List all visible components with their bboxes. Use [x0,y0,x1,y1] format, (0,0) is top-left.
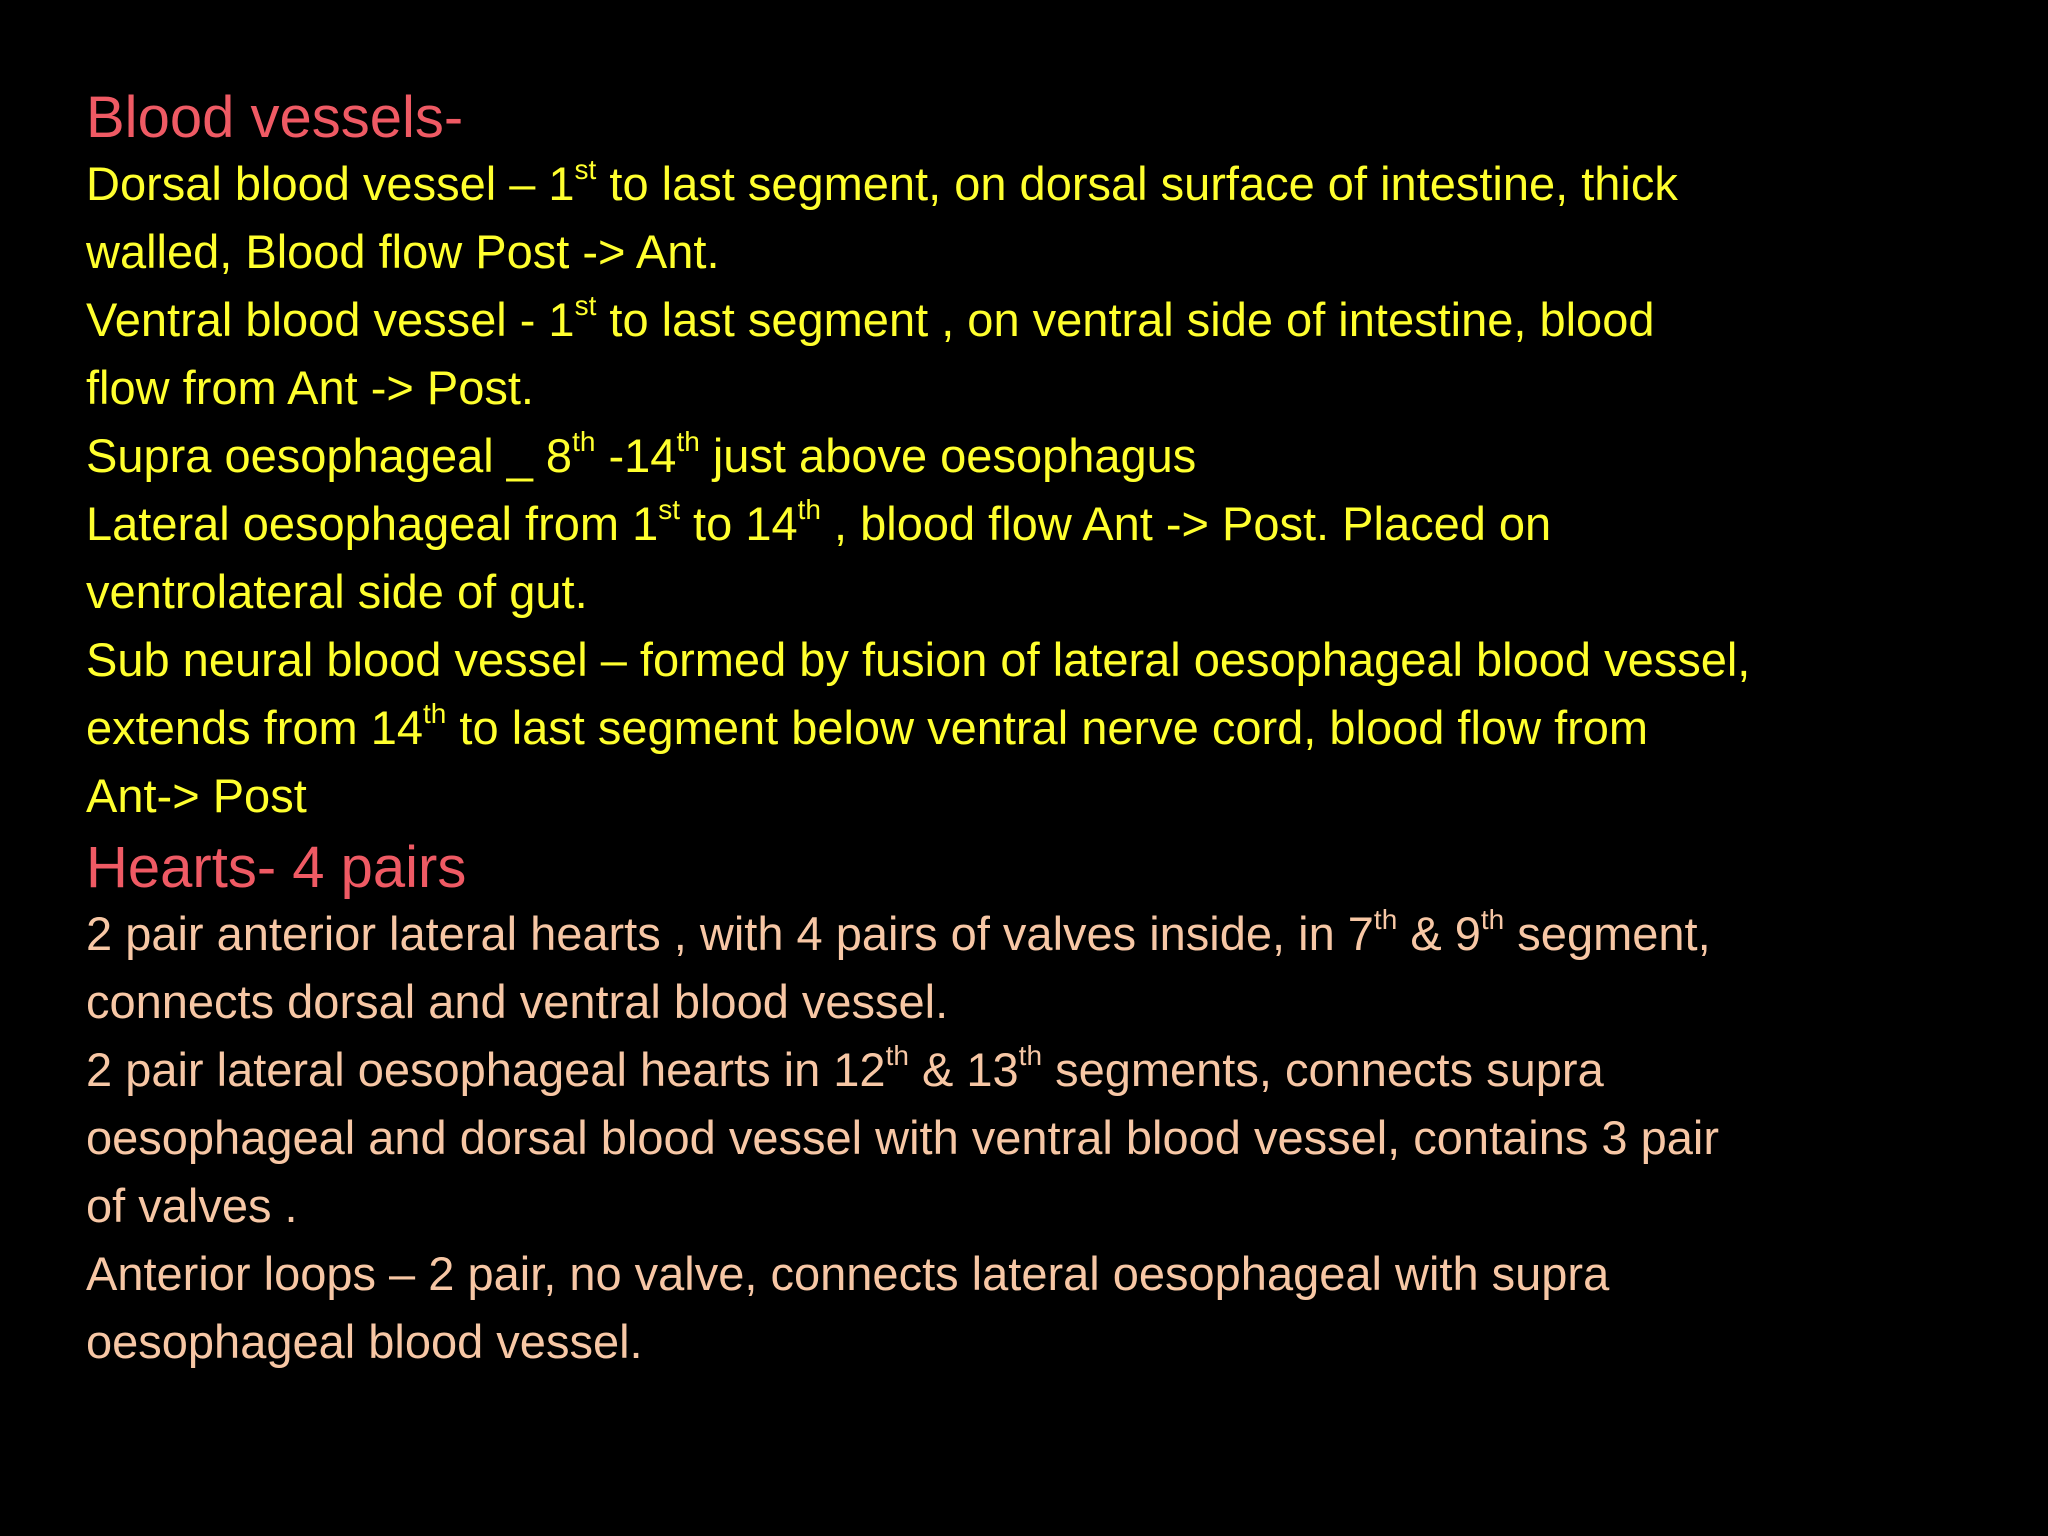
hearts-line [86,968,1986,1036]
ordinal-suffix: th [1480,904,1505,936]
text-run: Lateral oesophageal from 1 [86,497,659,550]
text-run: & 9 [1397,907,1481,960]
hearts-line [86,1240,1986,1308]
ordinal-suffix: th [423,698,447,730]
text-run: oesophageal blood vessel. [86,1315,643,1368]
text-run: Sub neural blood vessel – formed by fusion of lateral oesophageal blood vessel, [86,633,1751,686]
text-run: segment, [1504,907,1711,960]
text-run: walled, Blood flow Post -> Ant. [86,225,720,278]
blood-vessel-line [86,422,1986,490]
ordinal-suffix: th [572,426,596,458]
blood-vessels-lines [86,150,1986,830]
hearts-line [86,1172,1986,1240]
slide-content [86,86,1986,1376]
hearts-line [86,1104,1986,1172]
hearts-section [86,836,1986,1376]
blood-vessel-line [86,762,1986,830]
ordinal-suffix: th [797,494,821,526]
text-run: to last segment below ventral nerve cord, blood flow from [446,701,1649,754]
text-run: Supra oesophageal _ 8 [86,429,573,482]
text-run: connects dorsal and ventral blood vessel. [86,975,949,1028]
text-run: Ventral blood vessel - 1 [86,293,575,346]
ordinal-suffix: th [676,426,700,458]
blood-vessels-heading: Blood vessels- [86,85,464,150]
ordinal-suffix: th [1373,904,1398,936]
text-run: to 14 [680,497,798,550]
blood-vessel-line [86,150,1986,218]
text-run: oesophageal and dorsal blood vessel with ventral blood vessel, contains 3 pair [86,1111,1719,1164]
text-run: just above oesophagus [699,429,1197,482]
text-run: Dorsal blood vessel – 1 [86,157,575,210]
text-run: to last segment, on dorsal surface of intestine, thick [596,157,1678,210]
text-run: & 13 [908,1043,1019,1096]
blood-vessel-line [86,626,1986,694]
ordinal-suffix: st [574,154,597,186]
blood-vessel-line [86,558,1986,626]
blood-vessel-line [86,354,1986,422]
text-run: flow from Ant -> Post. [86,361,534,414]
text-run: ventrolateral side of gut. [86,565,588,618]
text-run: Ant-> Post [86,769,307,822]
text-run: 2 pair lateral oesophageal hearts in 12 [86,1043,886,1096]
blood-vessel-line [86,218,1986,286]
ordinal-suffix: th [885,1040,909,1072]
hearts-heading: Hearts- 4 pairs [86,835,467,900]
ordinal-suffix: st [574,290,597,322]
text-run: segments, connects supra [1042,1043,1604,1096]
text-run: Anterior loops – 2 pair, no valve, connects lateral oesophageal with supra [86,1247,1610,1300]
hearts-line [86,900,1986,968]
hearts-line [86,1308,1986,1376]
text-run: extends from 14 [86,701,424,754]
blood-vessels-section [86,86,1986,830]
text-run: to last segment , on ventral side of intestine, blood [596,293,1655,346]
hearts-line [86,1036,1986,1104]
hearts-lines [86,900,1986,1376]
ordinal-suffix: st [658,494,680,526]
text-run: of valves . [86,1179,298,1232]
ordinal-suffix: th [1018,1040,1043,1072]
text-run: 2 pair anterior lateral hearts , with 4 pairs of valves inside, in 7 [86,907,1374,960]
blood-vessel-line [86,490,1986,558]
text-run: -14 [595,429,677,482]
text-run: , blood flow Ant -> Post. Placed on [820,497,1552,550]
blood-vessel-line [86,694,1986,762]
blood-vessel-line [86,286,1986,354]
